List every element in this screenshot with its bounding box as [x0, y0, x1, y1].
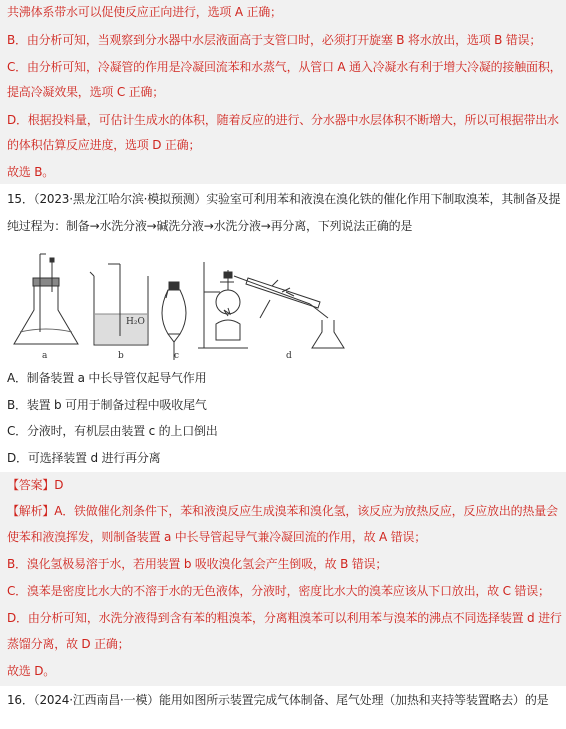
analysis-text-1: A．铁做催化剂条件下，苯和液溴反应生成溴苯和溴化氢，该反应为放热反应，反应放出的热量会 [54, 504, 558, 518]
answer-line [7, 476, 560, 494]
answer-value: D [54, 478, 64, 492]
analysis-line-5: D．由分析可知，水洗分液得到含有苯的粗溴苯，分离粗溴苯可以利用苯与溴苯的沸点不同选择装置 d 进行 [7, 611, 562, 625]
top-line-2: B．由分析可知，当观察到分水器中水层液面高于支管口时，必须打开旋塞 B 将水放出，选项 B 错误； [7, 33, 542, 47]
analysis-line-7: 故选 D。 [7, 664, 56, 678]
apparatus-figure [8, 252, 368, 362]
top-line-5: D．根据投料量，可估计生成水的体积，随着反应的进行、分水器中水层体积不断增大，所以可根据带出水 [7, 113, 559, 127]
q15-option-b: B．装置 b 可用于制备过程中吸收尾气 [7, 398, 207, 412]
analysis-label: 【解析】 [7, 504, 55, 518]
q15-option-d: D．可选择装置 d 进行再分离 [7, 451, 161, 465]
figure-label-a: a [42, 351, 48, 361]
top-line-1: 共沸体系带水可以促使反应正向进行，选项 A 正确； [7, 5, 282, 19]
top-line-3: C．由分析可知，冷凝管的作用是冷凝回流苯和水蒸气，从管口 A 通入冷凝水有利于增大冷凝的接触面积， [7, 60, 562, 74]
figure-label-water: H₂O [126, 317, 145, 327]
q15-stem-line-1: 15．（2023·黑龙江哈尔滨·模拟预测）实验室可利用苯和液溴在溴化铁的催化作用下制取溴苯，其制备及提 [7, 192, 561, 206]
top-line-6: 的体积估算反应进度，选项 D 正确； [7, 138, 201, 152]
analysis-line-2: 使苯和液溴挥发，则制备装置 a 中长导管起导气兼冷凝回流的作用，故 A 错误； [7, 530, 427, 544]
figure-label-c: c [174, 351, 180, 361]
q15-option-c: C．分液时，有机层由装置 c 的上口倒出 [7, 424, 218, 438]
figure-label-d: d [286, 351, 292, 361]
analysis-line-4: C．溴苯是密度比水大的不溶于水的无色液体，分液时，密度比水大的溴苯应该从下口放出，故 C 错误； [7, 584, 550, 598]
figure-label-b: b [118, 351, 124, 361]
analysis-line-6: 蒸馏分离，故 D 正确； [7, 637, 130, 651]
analysis-line-3: B．溴化氢极易溶于水，若用装置 b 吸收溴化氢会产生倒吸，故 B 错误； [7, 557, 388, 571]
analysis-line-1 [7, 502, 560, 520]
answer-label: 【答案】 [7, 478, 55, 492]
top-line-7: 故选 B。 [7, 165, 55, 179]
q15-stem-line-2: 纯过程为：制备→水洗分液→碱洗分液→水洗分液→再分离，下列说法正确的是 [7, 219, 413, 233]
q16-stem: 16．（2024·江西南昌·一模）能用如图所示装置完成气体制备、尾气处理（加热和夹持等装置略去）的是 [7, 693, 549, 707]
top-line-4: 提高冷凝效果，选项 C 正确； [7, 85, 165, 99]
q15-option-a: A．制备装置 a 中长导管仅起导气作用 [7, 371, 207, 385]
